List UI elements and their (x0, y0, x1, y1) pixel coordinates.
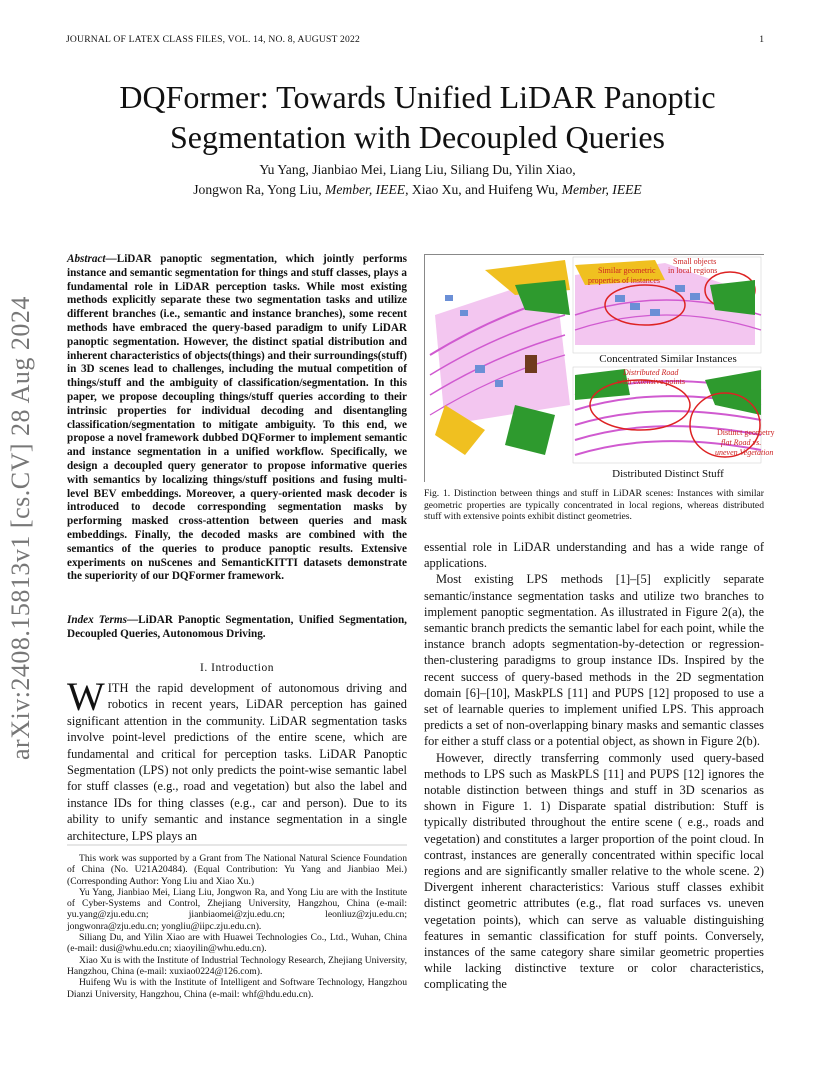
author-line-2: Jongwon Ra, Yong Liu, Member, IEEE, Xiao Xu, and Huifeng Wu, Member, IEEE (193, 182, 642, 197)
author-list (60, 160, 775, 200)
figure-label-small-2: in local regions (668, 266, 718, 275)
authors-line2a: Jongwon Ra, Yong Liu, (193, 182, 322, 197)
intro-paragraph (67, 674, 407, 844)
index-terms-text: —LiDAR Panoptic Segmentation, Unified Segmentation, Decoupled Queries, Autonomous Driving. (67, 614, 407, 640)
figure-label-similar-1: Similar geometric (598, 266, 656, 275)
footnote-affiliation-4: Huifeng Wu is with the Institute of Intelligent and Software Technology, Hangzhou Dianzi University, Hangzhou, China (e-mail: whf@hdu.edu.cn). (67, 977, 407, 1000)
figure-label-road-1: Distributed Road (623, 368, 679, 377)
abstract (67, 253, 407, 584)
concentrated-panel (573, 257, 761, 353)
abstract-label: Abstract (67, 253, 106, 265)
figure-label-small-1: Small objects (673, 257, 717, 266)
footnote-rule (67, 844, 407, 846)
footnote-affiliation-2: Siliang Du, and Yilin Xiao are with Huawei Technologies Co., Ltd., Wuhan, China (e-mail: dusi@whu.edu.cn; xiaoyilin@whu.edu.cn). (67, 932, 407, 955)
abstract-text: —LiDAR panoptic segmentation, which jointly performs instance and semantic segmentation for things and stuff classes, plays a fundamental role in LiDAR perception tasks. While most existing methods explicitly separate these two segmentation tasks and utilize different branches (i.e., semantic and instance branches), some recent methods have embraced the query-based paradigm to unify LiDAR panoptic segmentation. However, the distinct spatial distribution and inherent characteristics of objects(things) and their surroundings(stuff) in 3D scenes lead to challenges, including the mutual competition of things/stuff and the ambiguity of classification/segmentation. In this paper, we propose decoupling things/stuff queries according to their intrinsic properties for individual decoding and disentangling classification/segmentation to mitigate ambiguity. To this end, we propose a novel framework dubbed DQFormer to implement semantic and instance segmentation in a unified workflow. Specifically, we design a decoupled query generator to propose informative queries with semantics by localizing things/stuff positions and fusing multi-level BEV embeddings. Moreover, a query-oriented mask decoder is introduced to decode corresponding segmentation masks by performing masked cross-attention between queries and mask embeddings. Finally, the decoded masks are combined with the semantics of the queries to produce panoptic results. Extensive experiments on nuScenes and SemanticKITTI datasets demonstrate the superiority of our DQFormer framework. (67, 253, 407, 583)
authors-membership-2: Member, IEEE (561, 182, 642, 197)
running-header: JOURNAL OF LATEX CLASS FILES, VOL. 14, NO. 8, AUGUST 2022 (66, 34, 360, 45)
intro-text: ITH the rapid development of autonomous driving and robotics in recent years, LiDAR perception has gained significant attention in the community. LiDAR segmentation tasks involve point-level predictions of the entire scene, which are fundamental and critical for perception tasks. LiDAR Panoptic Segmentation (LPS) not only predicts the point-wise semantic label for stuff classes (e.g., road and vegetation) but also the label and instance IDs for thing classes (e.g., car and person). Due to its ability to unify semantic and instance segmentation in a single architecture, LPS plays an (67, 681, 407, 843)
right-paragraph-2: Most existing LPS methods [1]–[5] explicitly separate semantic/instance segmentation tasks and utilize two branches to implement panoptic segmentation. As illustrated in Figure 2(a), the semantic branch predicts the semantic label for each point, while the instance branch adopts segmentation-by-detection or regression-then-clustering paradigms to group instance IDs. Inspired by the recent success of query-based methods in the 2D segmentation domain [6]–[10], MaskPLS [11] and PUPS [12] proposed to use a set of learnable queries to implement unified LPS. This approach predicts a set of non-overlapping binary masks and semantic classes for either a stuff class or a potential object, as shown in Figure 2(b). (424, 572, 764, 749)
authors-line1-text: Yu Yang, Jianbiao Mei, Liang Liu, Siliang Du, Yilin Xiao, (259, 162, 576, 177)
right-paragraph-1: essential role in LiDAR understanding and has a wide range of applications. (424, 540, 764, 571)
figure-1 (424, 254, 775, 482)
section-heading: I. Introduction (200, 662, 274, 674)
footnote-affiliation-1: Yu Yang, Jianbiao Mei, Liang Liu, Jongwon Ra, and Yong Liu are with the Institute of Cyber-Systems and Control, Zhejiang University, Hangzhou, China (e-mail: yu.yang@zju.edu.cn; jianbiaomei@zju.edu.cn; leonliuz@zju.edu.cn; jongwonra@zju.edu.cn; yongliu@iipc.zju.edu.cn). (67, 886, 407, 932)
figure-caption: Fig. 1. Distinction between things and stuff in LiDAR scenes: Instances with similar geometric properties are typically concentrated in local regions, whereas distributed stuff with extensive points exhibit distinct geometries. (424, 488, 764, 523)
authors-membership-1: Member, IEEE (325, 182, 406, 197)
paper-title: DQFormer: Towards Unified LiDAR Panoptic Segmentation with Decoupled Queries (119, 79, 716, 155)
page-number: 1 (759, 34, 764, 45)
right-paragraph-3: However, directly transferring commonly used query-based methods to LPS such as MaskPLS [11] and PUPS [12] ignores the notable distinction between things and stuff in 3D scenarios as shown in Figure 1. 1) Disparate spatial distribution: Stuff is typically distributed throughout the entire scene ( e.g., roads and vegetation) and constitutes a larger proportion of the point cloud. In contrast, instances are generally concentrated within specific local regions and are significantly smaller relative to the whole scene. 2) Divergent inherent characteristics: Various stuff classes exhibit distinct geometric attributes (e.g., flat road surfaces vs. uneven vegetation points), which can serve as valuable distinguishing features in semantic classification for stuff points. Conversely, instances of the same category share similar geometric properties while lacking distinctive texture or color characteristics, complicating the (424, 750, 764, 992)
index-terms-label: Index Terms (67, 614, 127, 626)
arxiv-id: arXiv:2408.15813v1 [cs.CV] 28 Aug 2024 (6, 296, 35, 760)
drop-cap: W (67, 674, 105, 719)
figure-label-distinct-3: uneven Vegetation (715, 448, 774, 457)
figure-label-road-2: with extensive points (617, 377, 685, 386)
figure-label-distinct-1: Distinct geometry (717, 428, 775, 437)
author-line-1 (60, 160, 775, 180)
figure-label-similar-2: properties of instances (588, 276, 660, 285)
index-terms (67, 614, 407, 642)
lidar-scene-figure (425, 255, 775, 483)
authors-line2c: , Xiao Xu, and Huifeng Wu (405, 182, 555, 197)
footnotes (67, 853, 407, 1000)
footnote-funding: This work was supported by a Grant from The National Natural Science Foundation of China (No. U21A20484). (Equal Contribution: Yu Yang and Jianbiao Mei.) (Corresponding Author: Yong Liu and Xiao Xu.) (67, 853, 407, 887)
figure-label-distinct-2: flat Road vs. (721, 438, 762, 447)
figure-label-distributed: Distributed Distinct Stuff (612, 468, 724, 480)
distributed-panel (573, 367, 775, 463)
right-column-text (424, 539, 764, 993)
figure-label-concentrated: Concentrated Similar Instances (599, 353, 737, 365)
arxiv-watermark (6, 280, 46, 760)
footnote-affiliation-3: Xiao Xu is with the Institute of Industrial Technology Research, Zhejiang University, Hangzhou, China (e-mail: xuxiao0224@126.com). (67, 954, 407, 977)
